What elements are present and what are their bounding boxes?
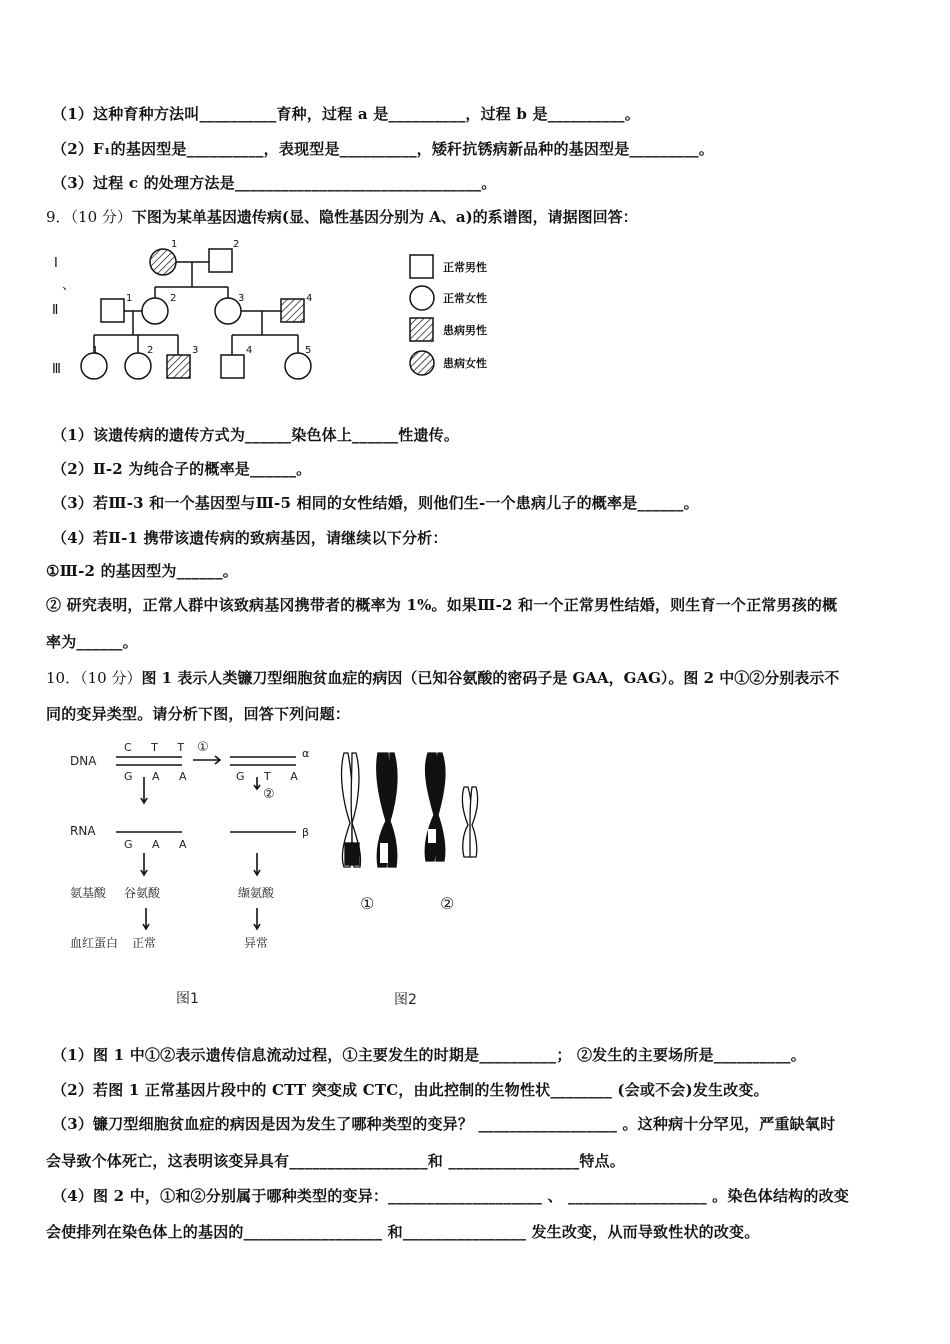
legend-normal-female-symbol xyxy=(410,286,434,310)
legend-affected-male-symbol xyxy=(410,318,433,341)
figure-1-sickle-cell xyxy=(70,735,330,1015)
gen-label-I: I xyxy=(54,256,58,271)
q9-number: 9．（10 分） xyxy=(46,208,132,226)
fig1-glu: 谷氨酸 xyxy=(124,886,161,900)
gen-label-mark: 、 xyxy=(62,278,76,293)
pedigree-II-2-normal-female xyxy=(142,298,168,324)
q10-item-2: （2）若图 1 正常基因片段中的 CTT 突变成 CTC，由此控制的生物性状________ (会或不会)发生改变。 xyxy=(52,1081,769,1099)
fig1-normal: 正常 xyxy=(132,936,157,950)
pedigree-figure xyxy=(40,235,520,395)
q10-item-4-cont: 会使排列在染色体上的基因的__________________ 和________________ 发生改变，从而导致性状的改变。 xyxy=(46,1223,760,1241)
fig1-abnormal: 异常 xyxy=(244,936,269,950)
q10-text-1: 图 1 表示人类镰刀型细胞贫血症的病因（已知谷氨酸的密码子是 GAA，GAG）。图 2 中①②分别表示不 xyxy=(141,669,840,687)
pedigree-III-5-normal-female xyxy=(285,353,311,379)
id-II-4: 4 xyxy=(306,293,313,304)
fig1-hb-label: 血红蛋白 xyxy=(70,936,119,950)
q9-item-1: （1）该遗传病的遗传方式为______染色体上______性遗传。 xyxy=(52,426,460,444)
text-line-1: （1）这种育种方法叫__________育种，过程 a 是__________，过程 b 是__________。 xyxy=(52,105,640,123)
q10-header xyxy=(46,667,839,688)
pedigree-III-2-normal-female xyxy=(125,353,151,379)
id-II-1: 1 xyxy=(126,293,133,304)
fig1-process-2: ② xyxy=(263,787,275,802)
text-line-2: （2）F₁的基因型是__________，表现型是__________，矮秆抗锈病新品种的基因型是_________。 xyxy=(52,140,714,158)
fig1-process-1: ① xyxy=(197,740,209,755)
gen-label-III: Ⅲ xyxy=(52,362,61,377)
q9-item-2: （2）Ⅱ-2 为纯合子的概率是______。 xyxy=(52,460,312,478)
pedigree-I-1-affected-female xyxy=(150,249,176,275)
fig1-dna-label: DNA xyxy=(70,754,97,768)
q9-item-4: （4）若Ⅱ-1 携带该遗传病的致病基因，请继续以下分析： xyxy=(52,529,448,547)
id-III-5: 5 xyxy=(305,345,312,356)
q10-item-3: （3）镰刀型细胞贫血症的病因是因为发生了哪种类型的变异？ __________________ 。这种病十分罕见，严重缺氧时 xyxy=(52,1115,836,1133)
q10-item-1: （1）图 1 中①②表示遗传信息流动过程，①主要发生的时期是__________； ②发生的主要场所是__________。 xyxy=(52,1046,806,1064)
fig1-top-strand: C T T xyxy=(124,741,193,754)
id-II-2: 2 xyxy=(170,293,177,304)
id-III-1: 1 xyxy=(92,345,99,356)
fig1-beta: β xyxy=(302,826,310,839)
q9-text: 下图为某单基因遗传病(显、隐性基因分别为 A、a)的系谱图，请据图回答： xyxy=(131,208,638,226)
fig2-label-2: ② xyxy=(440,894,455,913)
id-III-4: 4 xyxy=(246,345,253,356)
q9-item-4-2-cont: 率为______。 xyxy=(46,633,138,651)
q10-number: 10．（10 分） xyxy=(46,669,142,687)
id-I-1: 1 xyxy=(171,239,178,250)
fig1-alpha: α xyxy=(302,747,310,760)
q9-header xyxy=(46,206,638,227)
pedigree-II-4-affected-male xyxy=(281,299,304,322)
text-line-3: （3）过程 c 的处理方法是________________________________。 xyxy=(52,174,497,192)
gen-label-II: Ⅱ xyxy=(52,303,59,318)
q9-item-3: （3）若Ⅲ-3 和一个基因型与Ⅲ-5 相同的女性结婚，则他们生-一个患病儿子的概率是______。 xyxy=(52,494,699,512)
legend-affected-female-label: 患病女性 xyxy=(443,357,487,370)
q10-item-3-cont: 会导致个体死亡，这表明该变异具有__________________和 _________________特点。 xyxy=(46,1152,625,1170)
fig1-bottom-strand: G A A xyxy=(124,770,195,783)
q9-item-4-2: ② 研究表明，正常人群中该致病基冈携带者的概率为 1%。如果Ⅲ-2 和一个正常男性结婚，则生育一个正常男孩的概 xyxy=(46,596,838,614)
pedigree-III-4-normal-male xyxy=(221,355,244,378)
legend-normal-male-label: 正常男性 xyxy=(443,261,487,274)
figure-2-chromosomes xyxy=(330,745,500,1015)
fig2-caption: 图2 xyxy=(394,992,417,1008)
fig1-mutated-strand: G T A xyxy=(236,770,306,783)
legend-normal-male-symbol xyxy=(410,255,433,278)
fig1-aa-label: 氨基酸 xyxy=(70,886,107,900)
legend-affected-male-label: 患病男性 xyxy=(443,324,487,337)
legend-affected-female-symbol xyxy=(410,351,434,375)
id-III-2: 2 xyxy=(147,345,154,356)
fig1-caption: 图1 xyxy=(176,991,199,1007)
fig1-rna-label: RNA xyxy=(70,824,96,838)
legend-normal-female-label: 正常女性 xyxy=(443,292,487,305)
pedigree-III-1-normal-female xyxy=(81,353,107,379)
q9-item-4-1: ①Ⅲ-2 的基因型为______。 xyxy=(46,562,238,580)
pedigree-II-1-normal-male xyxy=(101,299,124,322)
pedigree-I-2-normal-male xyxy=(209,249,232,272)
id-III-3: 3 xyxy=(192,345,199,356)
q10-item-4: （4）图 2 中，①和②分别属于哪种类型的变异：____________________ 、 __________________ 。染色体结构的改变 xyxy=(52,1187,849,1205)
pedigree-III-3-affected-male xyxy=(167,355,190,378)
fig1-rna-seq: G A A xyxy=(124,838,195,851)
fig1-val: 缬氨酸 xyxy=(238,886,275,900)
q10-text-2: 同的变异类型。请分析下图，回答下列问题： xyxy=(46,705,351,723)
id-I-2: 2 xyxy=(233,239,240,250)
fig2-label-1: ① xyxy=(360,894,375,913)
id-II-3: 3 xyxy=(238,293,245,304)
